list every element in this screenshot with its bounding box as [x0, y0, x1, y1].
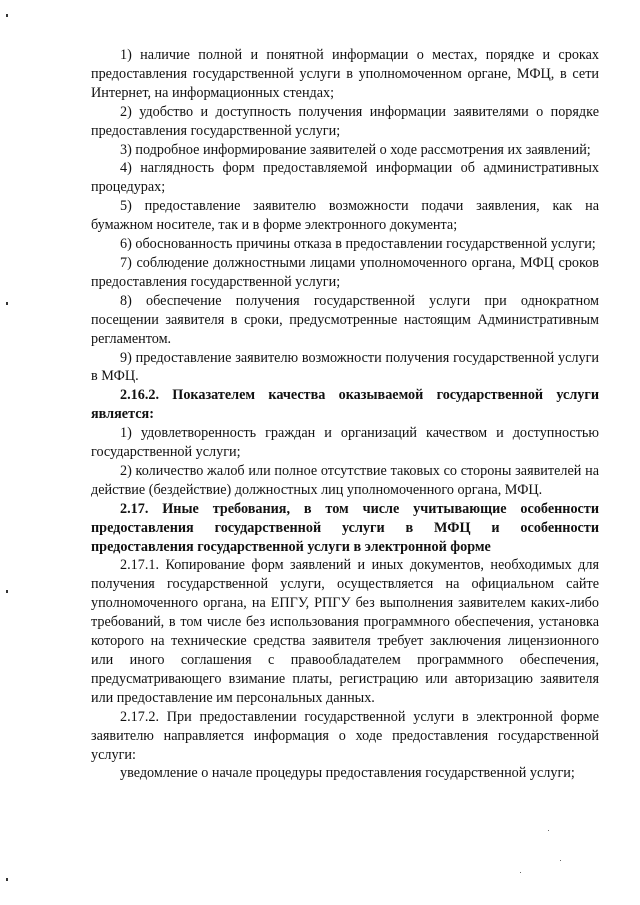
paragraph-item-3: 3) подробное информирование заявителей о ходе рассмотрения их заявлений; [120, 141, 591, 158]
paragraph-item-2: 2) удобство и доступность получения информации заявителями о порядке предоставления государственной услуги; [91, 103, 599, 139]
scan-speck [548, 830, 549, 831]
paragraph-2-17-2: 2.17.2. При предоставлении государственной услуги в электронной форме заявителю направляется информация о ходе предоставления государственной услуги: [91, 708, 599, 763]
paragraph-item-7: 7) соблюдение должностными лицами уполномоченного органа, МФЦ сроков предоставления государственной услуги; [91, 254, 599, 290]
scan-mark-4 [6, 878, 8, 881]
scan-mark-2 [6, 302, 8, 305]
section-heading-2-17: 2.17. Иные требования, в том числе учитывающие особенности предоставления государственной услуги в МФЦ и особенности предоставления государственной услуги в электронной форме [91, 500, 599, 555]
paragraph-quality-1: 1) удовлетворенность граждан и организаций качеством и доступностью государственной услуги; [91, 425, 599, 461]
paragraph-item-6: 6) обоснованность причины отказа в предоставлении государственной услуги; [120, 236, 596, 253]
section-heading-2-16-2: 2.16.2. Показателем качества оказываемой государственной услуги является: [91, 387, 599, 423]
paragraph-item-8: 8) обеспечение получения государственной услуги при однократном посещении заявителя в сроки, предусмотренные настоящим Административным регламентом. [91, 292, 599, 347]
paragraph-item-5: 5) предоставление заявителю возможности подачи заявления, как на бумажном носителе, так и в форме электронного документа; [91, 198, 599, 234]
scan-mark-1 [6, 14, 8, 17]
scan-speck [560, 860, 561, 861]
paragraph-2-17-1: 2.17.1. Копирование форм заявлений и иных документов, необходимых для получения государственной услуги, осуществляется на официальном сайте уполномоченного органа, на ЕПГУ, РПГУ без выполнения заявителем каких-либо требований, в том числе без использования программного обеспечения, установка которого на технические средства заявителя требует заключения лицензионного или иного соглашения с правообладателем программного обеспечения, предусматривающего взимание платы, регистрацию или авторизацию заявителя или предоставление им персональных данных. [91, 557, 599, 706]
paragraph-item-9: 9) предоставление заявителю возможности получения государственной услуги в МФЦ. [91, 349, 599, 385]
paragraph-item-4: 4) наглядность форм предоставляемой информации об административных процедурах; [91, 160, 599, 196]
document-page [91, 46, 599, 783]
scan-mark-3 [6, 590, 8, 593]
paragraph-item-1: 1) наличие полной и понятной информации о местах, порядке и сроках предоставления государственной услуги в уполномоченном органе, МФЦ, в сети Интернет, на информационных стендах; [91, 47, 599, 101]
scan-speck [520, 872, 521, 873]
paragraph-quality-2: 2) количество жалоб или полное отсутствие таковых со стороны заявителей на действие (бездействие) должностных лиц уполномоченного органа, МФЦ. [91, 462, 599, 498]
paragraph-notice: уведомление о начале процедуры предоставления государственной услуги; [120, 765, 575, 782]
